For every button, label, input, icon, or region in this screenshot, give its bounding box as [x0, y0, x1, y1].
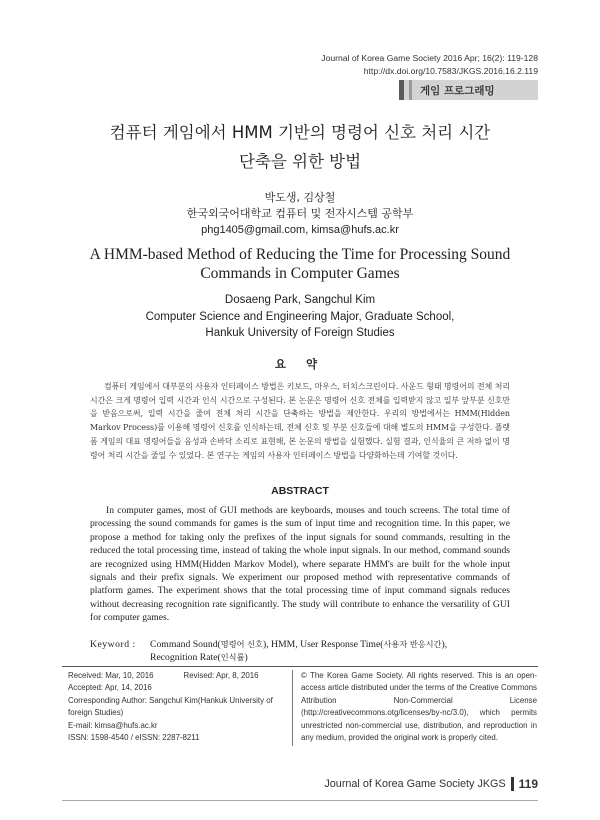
keyword-part: ): [244, 652, 248, 663]
footer-journal: Journal of Korea Game Society JKGS: [324, 778, 506, 790]
title-english: [0, 245, 600, 283]
keyword-part: Recognition Rate(: [150, 652, 221, 663]
keywords-line1: [150, 638, 530, 651]
title-korean-line2: 단축을 위한 방법: [238, 152, 362, 171]
affiliation-korean: 한국외국어대학교 컴퓨터 및 전자시스템 공학부: [186, 207, 414, 220]
category-banner: [399, 80, 538, 100]
affiliation-english-line2: Hankuk University of Foreign Studies: [205, 327, 395, 339]
corresponding-email[interactable]: E-mail: kimsa@hufs.ac.kr: [68, 720, 158, 730]
author-emails: phg1405@gmail.com, kimsa@hufs.ac.kr: [201, 224, 399, 236]
keywords-label: Keyword :: [90, 639, 136, 650]
keywords: [90, 638, 530, 664]
footer-rule: [62, 800, 538, 801]
keyword-part: 명령어 신호: [220, 639, 263, 649]
page-number: 119: [518, 777, 538, 791]
affiliation-english-line1: Computer Science and Engineering Major, Graduate School,: [145, 310, 455, 323]
corresponding-author: Corresponding Author: Sangchul Kim(Hankuk University of foreign Studies): [68, 695, 273, 718]
abstract-english-body: In computer games, most of GUI methods are keyboards, mouses and touch screens. The total time of processing the sound commands for games is the sum of input time and recognition time. In this paper, we propose a method for taking only the prefixes of the input signals for sound commands, resulting in the reduced the total processing time, instead of taking the whole input signals. In our method, command sounds are recognized using HMM(Hidden Markov Model), where separate HMM's are built for the whole input signals and their prefix signals. We experiment our proposed method with representative commands of platform games. The experiment shows that the total processing time of input command signals reduces without decreasing recognition rate significantly. The study will contribute to enhance the versatility of GUI for computer games.: [90, 505, 510, 624]
journal-citation: Journal of Korea Game Society 2016 Apr; 16(2): 119-128: [321, 53, 538, 63]
author-names-korean: 박도생, 김상철: [264, 191, 336, 204]
revised-date: Revised: Apr, 8, 2016: [183, 671, 259, 680]
footnote-column-divider: [292, 670, 293, 746]
accepted-date: Accepted: Apr, 14, 2016: [68, 683, 152, 693]
article-history: [68, 670, 282, 744]
keyword-part: 인식률: [220, 652, 245, 662]
abstract-english-heading: ABSTRACT: [271, 485, 329, 497]
journal-info: [321, 52, 538, 78]
category-marker: [399, 80, 404, 100]
title-english-line1: A HMM-based Method of Reducing the Time for Processing Sound: [89, 246, 511, 263]
keyword-part: ), HMM, User Response Time(: [262, 639, 384, 650]
abstract-korean-body: 컴퓨터 게임에서 대부분의 사용자 인터페이스 방법은 키보드, 마우스, 터치스크린이다. 사운드 형태 명령어의 전체 처리 시간은 크게 명령어 입력 시간과 인식 시간으로 구성된다. 본 논문은 명령어 신호 전체를 입력받지 않고 일부 앞부분 신호만을 받음으로써, 입력 시간을 줄여 전체 처리 시간을 단축하는 방법을 제안한다. 우리의 방법에서는 HMM(Hidden Markov Process)를 이용해 명령어 신호를 인식하는데, 전체 신호 및 부분 신호들에 대해 별도의 HMM을 구성한다. 플랫폼 게임의 대표 명령어들을 음성과 손바닥 소리로 표현해, 본 논문의 방법을 실험했다. 실험 결과, 인식율의 큰 저하 없이 명령어 처리 시간을 줄일 수 있었다. 본 연구는 게임의 사용자 인터페이스 방법을 다양화하는데 기여할 것이다.: [90, 382, 511, 460]
authors-english: [0, 292, 600, 342]
issn: ISSN: 1598-4540 / eISSN: 2287-8211: [68, 733, 200, 743]
title-korean-line1: 컴퓨터 게임에서 HMM 기반의 명령어 신호 처리 시간: [109, 123, 491, 142]
title-korean: [0, 118, 600, 176]
doi-link[interactable]: http://dx.doi.org/10.7583/JKGS.2016.16.2.119: [363, 66, 538, 76]
author-names-english: Dosaeng Park, Sangchul Kim: [224, 294, 376, 306]
keywords-line2: [150, 651, 530, 664]
page-footer: [324, 777, 538, 791]
keyword-part: 사용자 반응시간: [383, 639, 442, 649]
footnote-divider: [62, 666, 538, 667]
keyword-part: ),: [441, 639, 448, 650]
category-marker-light: [409, 80, 412, 100]
keyword-part: Command Sound(: [150, 639, 221, 650]
footer-separator: [511, 777, 514, 791]
history-dates: [68, 670, 282, 682]
received-date: Received: Mar, 10, 2016: [68, 671, 154, 680]
title-english-line2: Commands in Computer Games: [200, 265, 400, 282]
copyright-notice: © The Korea Game Society. All rights reserved. This is an open-access article distributed under the terms of the Creative Commons Attribution Non-Commercial License (http://creativecommons.otg/licenses/by-nc/3.0), which permits unrestricted non-commercial use, distribution, and reproduction in any medium, provided the original work is properly cited.: [301, 671, 537, 743]
authors-korean: [0, 190, 600, 238]
category-label: 게임 프로그래밍: [420, 84, 495, 97]
abstract-korean-heading: 요 약: [274, 357, 326, 371]
